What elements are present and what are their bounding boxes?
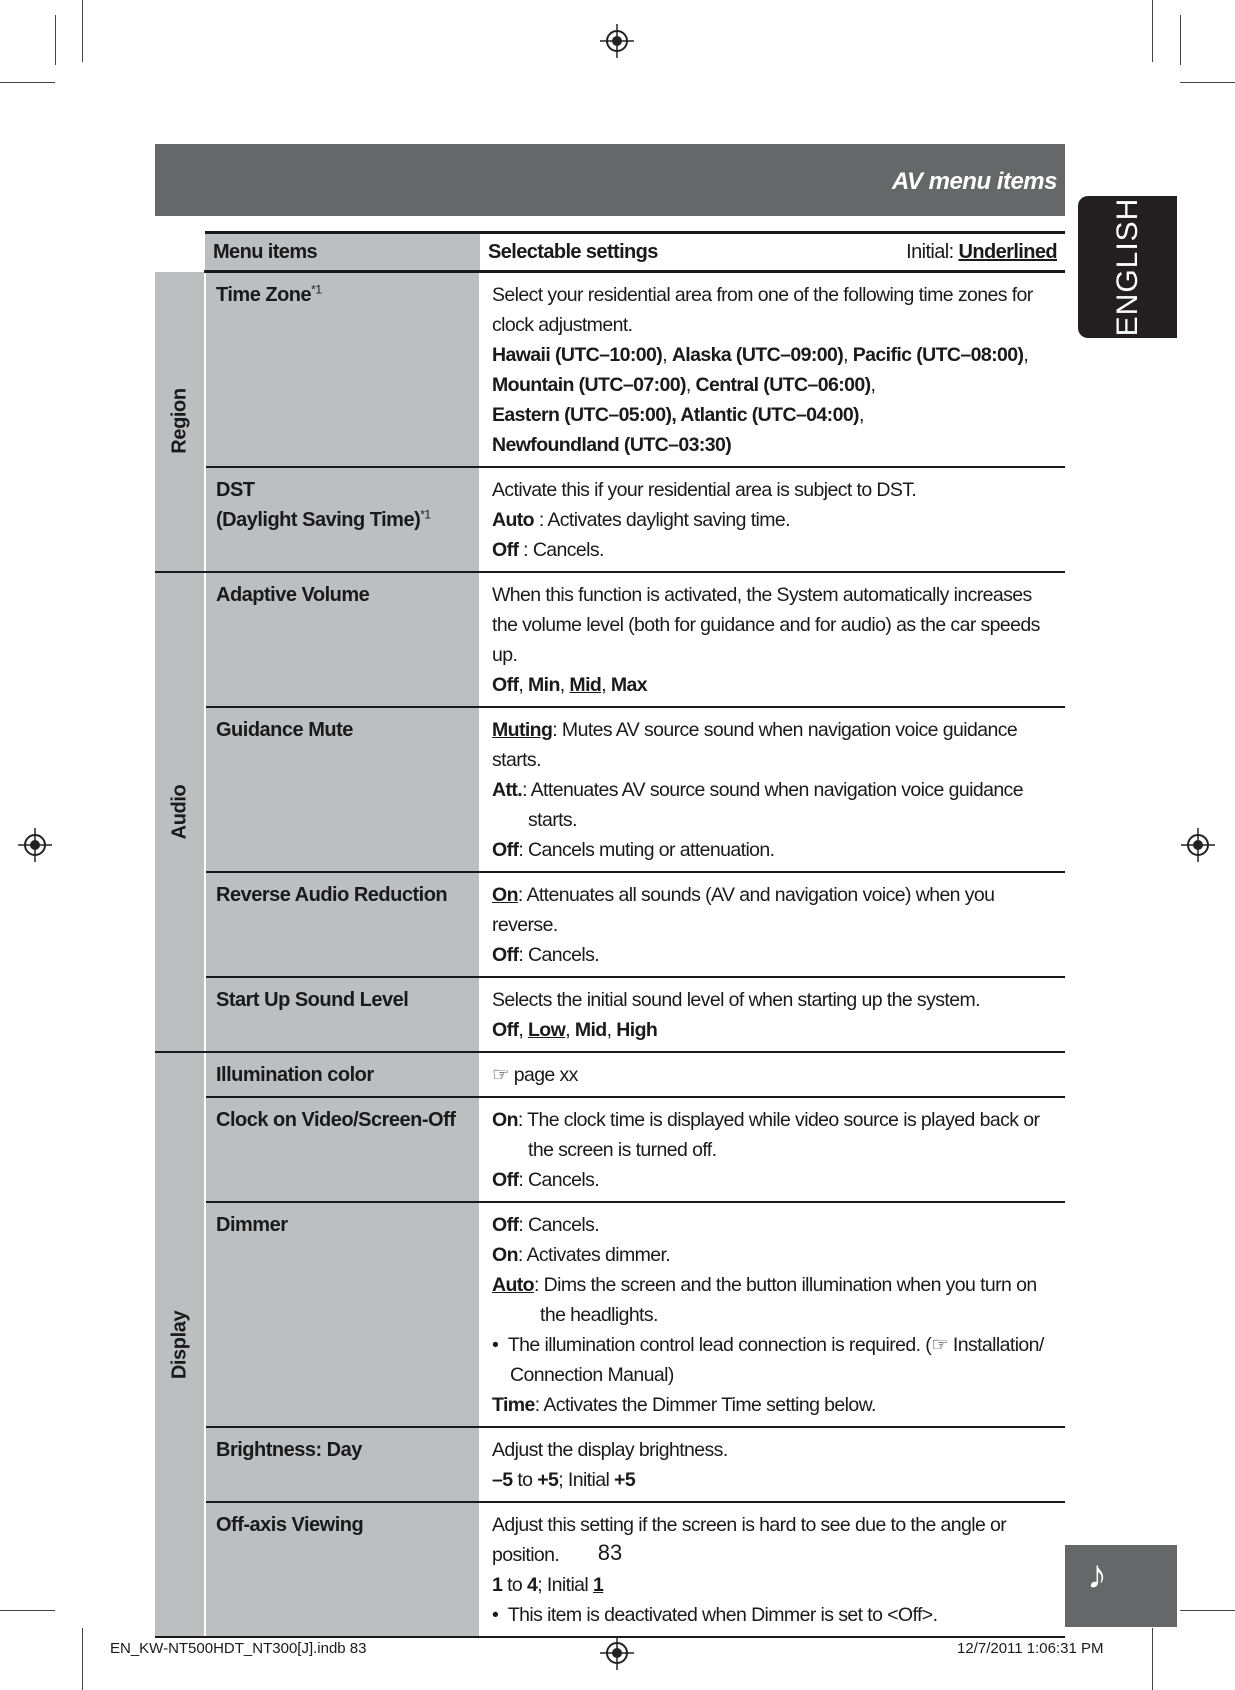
crop-mark [1180,15,1181,65]
crop-mark [55,15,56,65]
crop-mark [0,1610,55,1611]
item-off-axis: Off-axis Viewing [205,1502,480,1637]
crop-mark [0,82,55,83]
table-row [155,1427,1065,1502]
item-dst: DST (Daylight Saving Time)$^{*1}$ [205,467,480,572]
registration-mark-icon [600,24,634,58]
item-guidance-mute: Guidance Mute [205,707,480,872]
item-illumination: Illumination color [205,1052,480,1097]
item-adaptive-volume: Adaptive Volume [205,572,480,707]
table-row [155,1052,1065,1097]
initial-note: Initial: Underlined [906,240,1057,263]
setting-off-axis: Adjust this setting if the screen is hard to see due to the angle or position. 1 to 4; Initial 1 • This item is deactivated when Dimmer is set to <Off>. [480,1502,1065,1637]
table-row [155,467,1065,572]
category-audio: Audio [155,572,205,1052]
setting-guidance-mute: Muting: Mutes AV source sound when navigation voice guidance starts. Att.: Attenuates AV source sound when navigation voice guidance starts. Off: Cancels muting or attenuation. [480,707,1065,872]
setting-reverse-audio: On: Attenuates all sounds (AV and navigation voice) when you reverse. Off: Cancels. [480,872,1065,977]
header-menu-items: Menu items [205,233,480,272]
table-row [155,977,1065,1052]
header-selectable-settings: Selectable settings Initial: Underlined [480,233,1065,272]
header-blank [155,233,205,272]
table-row [155,272,1065,468]
item-brightness: Brightness: Day [205,1427,480,1502]
table-row [155,707,1065,872]
setting-startup-sound: Selects the initial sound level of when starting up the system. Off, Low, Mid, High [480,977,1065,1052]
crop-mark [1152,1628,1153,1690]
setting-illumination: ☞ page xx [480,1052,1065,1097]
item-dimmer: Dimmer [205,1202,480,1427]
table-row [155,872,1065,977]
music-note-icon: ♪ [1087,1553,1107,1597]
language-tab [1078,196,1177,338]
table-header-row [155,233,1065,272]
setting-dimmer: Off: Cancels. On: Activates dimmer. Auto: Dims the screen and the button illumination when you turn on the headlights. • The illumination control lead connection is required. (☞ Installation/ Connection Manual) Time: Activates the Dimmer Time setting below. [480,1202,1065,1427]
menu-table [155,231,1065,1638]
table-row [155,1202,1065,1427]
table-row [155,1502,1065,1637]
crop-mark [1180,82,1235,83]
page-number: 83 [597,1540,623,1565]
crop-mark [82,1628,83,1690]
setting-clock-video: On: The clock time is displayed while video source is played back or the screen is turned off. Off: Cancels. [480,1097,1065,1202]
footer-timestamp: 12/7/2011 1:06:31 PM [957,1640,1104,1657]
note-tab [1065,1545,1177,1627]
crop-mark [82,0,83,62]
registration-mark-icon [1181,828,1215,862]
registration-mark-icon [600,1636,634,1670]
language-label: ENGLISH [1110,197,1144,337]
item-time-zone: Time Zone$^{*1}$ [205,272,480,468]
setting-dst: Activate this if your residential area is subject to DST. Auto : Activates daylight saving time. Off : Cancels. [480,467,1065,572]
item-clock-video: Clock on Video/Screen-Off [205,1097,480,1202]
setting-adaptive-volume: When this function is activated, the System automatically increases the volume level (both for guidance and for audio) as the car speeds up. Off, Min, Mid, Max [480,572,1065,707]
table-row [155,1097,1065,1202]
registration-mark-icon [18,828,52,862]
setting-brightness: Adjust the display brightness. –5 to +5; Initial +5 [480,1427,1065,1502]
crop-mark [1152,0,1153,62]
item-startup-sound: Start Up Sound Level [205,977,480,1052]
item-reverse-audio: Reverse Audio Reduction [205,872,480,977]
footer-file-info: EN_KW-NT500HDT_NT300[J].indb 83 [110,1640,367,1657]
setting-time-zone: Select your residential area from one of the following time zones for clock adjustment. Hawaii (UTC–10:00), Alaska (UTC–09:00), Pacific (UTC–08:00), Mountain (UTC–07:00), Central (UTC–06:00), Eastern (UTC–05:00), Atlantic (UTC–04:00), Newfoundland (UTC–03:30) [480,272,1065,468]
category-region: Region [155,272,205,573]
table-row [155,572,1065,707]
section-title: AV menu items [891,168,1057,195]
crop-mark [1180,1610,1235,1611]
category-display: Display [155,1052,205,1637]
section-header [155,144,1065,216]
